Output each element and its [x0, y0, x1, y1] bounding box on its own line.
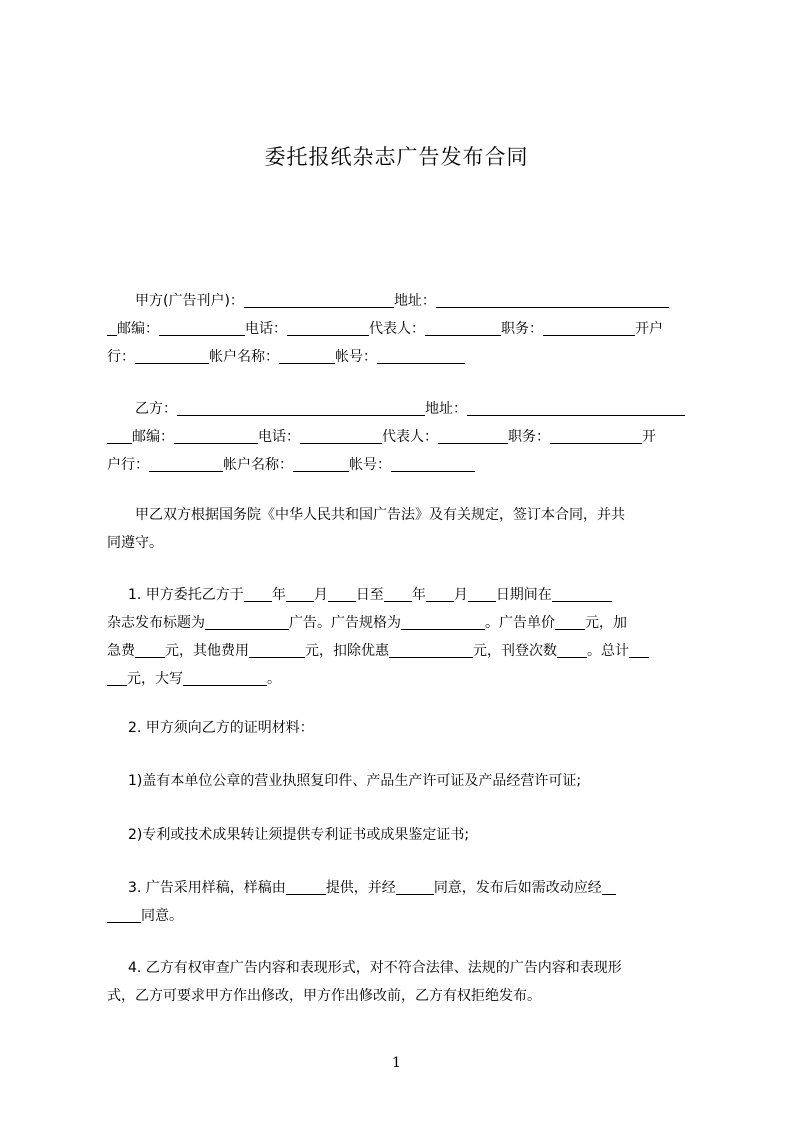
blank-party-a-account-number — [377, 347, 465, 364]
party-a-phone-label: 电话： — [245, 321, 287, 337]
blank-total — [629, 641, 649, 658]
party-a-bank-label: 开户 — [635, 321, 663, 337]
blank-party-a-account-name — [279, 347, 335, 364]
party-a-representative-label: 代表人： — [369, 321, 425, 337]
clause-1-line-4: 元，大写 。 — [107, 665, 701, 693]
party-a-line-3 — [107, 343, 701, 371]
preamble-line-2: 同遵守。 — [107, 535, 163, 551]
blank-party-b-account-number — [391, 455, 475, 472]
blank-ad-spec — [401, 613, 485, 630]
blank-discount — [389, 641, 473, 658]
party-b-line-1 — [107, 395, 701, 423]
party-b-bank-label: 开 — [642, 429, 656, 445]
party-b-line-3 — [107, 451, 701, 479]
clause-1-line-1: 1. 甲方委托乙方于 年 月 日至 年 月 日期间在 — [107, 581, 701, 609]
preamble-line-1: 甲乙双方根据国务院《中华人民共和国广告法》及有关规定，签订本合同，并共 — [135, 507, 625, 523]
party-b-address-label: 地址： — [425, 401, 467, 417]
contract-title: 委托报纸杂志广告发布合同 — [264, 145, 529, 169]
blank-magazine — [552, 585, 612, 602]
clause-1-line-3: 急费 元，其他费用 元，扣除优惠 元，刊登次数 。总计 — [107, 637, 701, 665]
party-a-position-label: 职务： — [501, 321, 543, 337]
party-a-account-number-label: 帐号： — [335, 349, 377, 365]
party-b-account-number-label: 帐号： — [349, 457, 391, 473]
blank-party-a-phone — [287, 319, 369, 336]
blank-party-b-representative — [438, 427, 508, 444]
party-b-block — [107, 395, 701, 479]
blank-change-approver-cont — [107, 906, 141, 923]
party-b-position-label: 职务： — [508, 429, 550, 445]
party-a-postcode-label: 邮编： — [117, 321, 159, 337]
blank-party-a-address-cont — [107, 319, 117, 336]
party-b-phone-label: 电话： — [258, 429, 300, 445]
party-b-postcode-label: 邮编： — [132, 429, 174, 445]
blank-party-a-bank — [135, 347, 209, 364]
clause-2-item-2: 2)专利或技术成果转让须提供专利证书或成果鉴定证书; — [128, 827, 470, 843]
blank-party-a-postcode — [159, 319, 245, 336]
blank-party-b-position — [550, 427, 642, 444]
blank-party-b-address — [467, 399, 685, 416]
blank-party-b-phone — [300, 427, 382, 444]
blank-sample-provider — [286, 878, 326, 895]
blank-party-a-name — [244, 291, 394, 308]
party-b-line-2 — [107, 423, 701, 451]
clause-3 — [107, 874, 701, 930]
blank-rush-fee — [135, 641, 165, 658]
blank-party-a-representative — [425, 319, 501, 336]
blank-end-day — [468, 585, 496, 602]
party-a-account-name-label: 帐户名称： — [209, 349, 279, 365]
blank-party-a-position — [543, 319, 635, 336]
blank-party-b-account-name — [293, 455, 349, 472]
party-b-bank-label-cont: 户行： — [107, 457, 149, 473]
party-b-label: 乙方： — [135, 401, 177, 417]
clause-3-line-2: 同意。 — [107, 902, 701, 930]
blank-start-year — [244, 585, 272, 602]
blank-start-month — [286, 585, 314, 602]
clause-2-heading: 2. 甲方须向乙方的证明材料： — [128, 720, 314, 736]
party-a-address-label: 地址： — [393, 293, 436, 309]
blank-sample-approver — [396, 878, 434, 895]
blank-publish-times — [557, 641, 587, 658]
preamble-paragraph — [107, 501, 701, 557]
clause-1-line-2: 杂志发布标题为 广告。广告规格为 。广告单价 元，加 — [107, 615, 627, 631]
clause-4 — [107, 954, 701, 1010]
blank-party-b-bank — [149, 455, 223, 472]
blank-unit-price — [555, 613, 585, 630]
blank-ad-title — [205, 613, 289, 630]
party-a-label: 甲方(广告刊户)： — [135, 293, 244, 309]
blank-change-approver — [602, 878, 616, 895]
party-a-block — [107, 287, 701, 371]
blank-party-a-address — [436, 291, 669, 308]
party-a-line-1 — [107, 287, 701, 315]
clause-4-line-1: 4. 乙方有权审查广告内容和表现形式，对不符合法律、法规的广告内容和表现形 — [128, 960, 622, 976]
blank-start-day — [328, 585, 356, 602]
party-a-bank-label-cont: 行： — [107, 349, 135, 365]
party-b-account-name-label: 帐户名称： — [223, 457, 293, 473]
party-b-representative-label: 代表人： — [382, 429, 438, 445]
clause-4-line-2: 式，乙方可要求甲方作出修改，甲方作出修改前，乙方有权拒绝发布。 — [107, 988, 541, 1004]
blank-party-b-address-cont — [107, 427, 132, 444]
blank-total-in-words — [183, 669, 267, 686]
clause-3-line-1: 3. 广告采用样稿，样稿由 提供，并经 同意，发布后如需改动应经 — [107, 874, 701, 902]
blank-total-cont — [107, 669, 127, 686]
blank-party-b-postcode — [174, 427, 258, 444]
blank-party-b-name — [177, 399, 425, 416]
page-number: 1 — [392, 1055, 401, 1071]
blank-end-month — [426, 585, 454, 602]
blank-end-year — [384, 585, 412, 602]
party-a-line-2 — [107, 315, 701, 343]
clause-2-item-1: 1)盖有本单位公章的营业执照复印件、产品生产许可证及产品经营许可证; — [128, 773, 582, 789]
clause-1 — [107, 581, 701, 693]
blank-other-fees — [249, 641, 305, 658]
